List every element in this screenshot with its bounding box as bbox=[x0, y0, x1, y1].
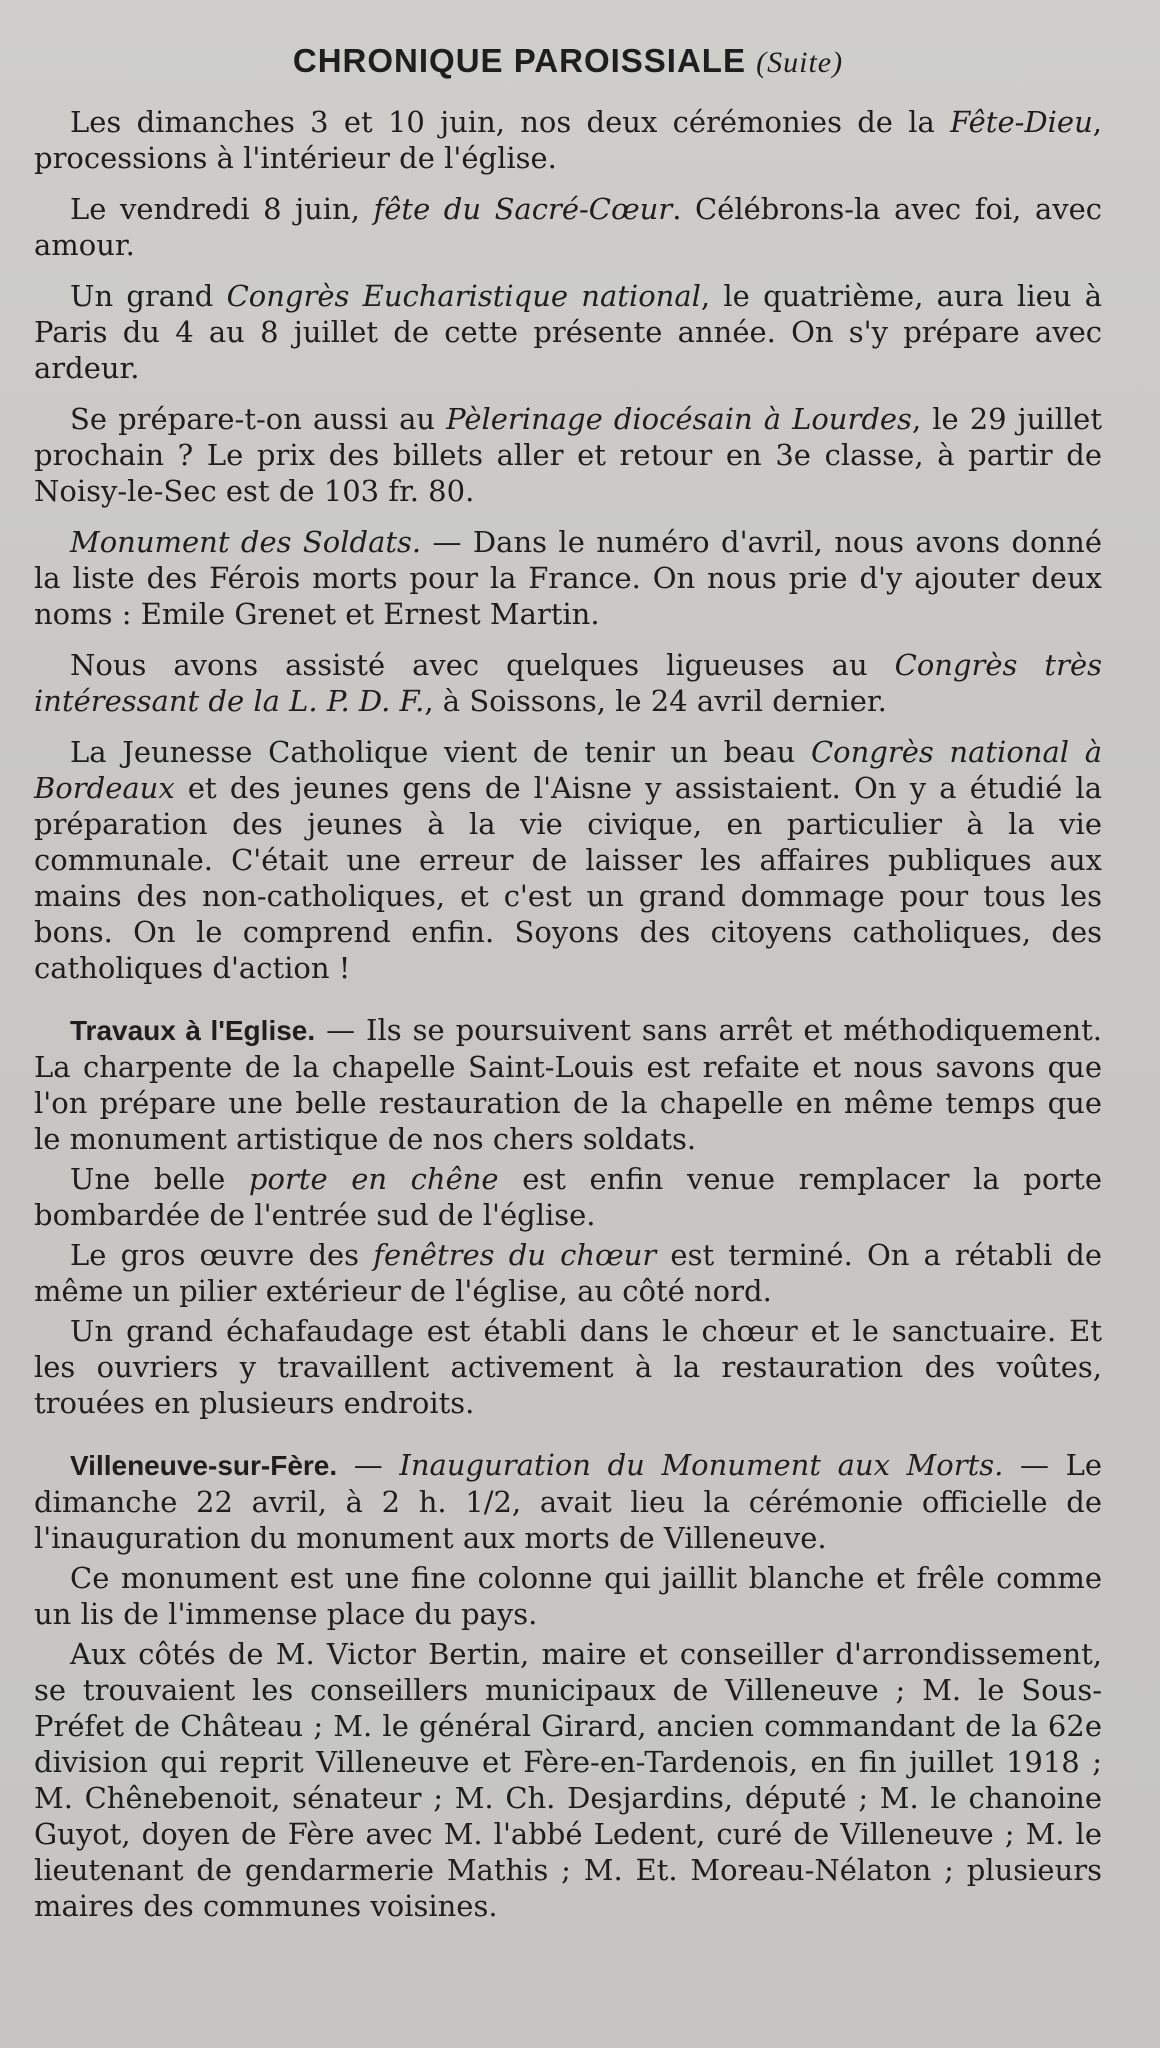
title-suite: (Suite) bbox=[756, 46, 844, 79]
page-title bbox=[34, 42, 1102, 80]
paragraph-porte-chene: Une belle porte en chêne est enfin venue remplacer la porte bombardée de l'entrée sud de l'église. bbox=[34, 1162, 1102, 1232]
section-heading-travaux: Travaux à l'Eglise. bbox=[70, 1015, 316, 1046]
paragraph-villeneuve: Villeneuve-sur-Fère. — Inauguration du Monument aux Morts. — Le dimanche 22 avril, à 2 h. 1/2, avait lieu la cérémonie officielle de l'inauguration du monument aux morts de Villeneuve. bbox=[34, 1448, 1103, 1555]
paragraph-pelerinage: Se prépare-t-on aussi au Pèlerinage diocésain à Lourdes, le 29 juillet prochain ? Le prix des billets aller et retour en 3e classe, à partir de Noisy-le-Sec est de 103 fr. 80. bbox=[34, 402, 1102, 508]
paragraph-jeunesse-catholique: La Jeunesse Catholique vient de tenir un beau Congrès national à Bordeaux et des jeunes gens de l'Aisne y assistaient. On y a étudié la préparation des jeunes à la vie civique, en particulier à la vie communale. C'était une erreur de laisser les affaires publiques aux mains des non-catholiques, et c'est un grand dommage pour tous les bons. On le comprend enfin. Soyons des citoyens catholiques, des catholiques d'action ! bbox=[34, 735, 1102, 985]
paragraph-congres-eucharistique: Un grand Congrès Eucharistique national, le quatrième, aura lieu à Paris du 4 au 8 juillet de cette présente année. On s'y prépare avec ardeur. bbox=[34, 279, 1102, 385]
paragraph-personnalites: Aux côtés de M. Victor Bertin, maire et conseiller d'arrondissement, se trouvaient les conseillers municipaux de Villeneuve ; M. le Sous-Préfet de Château ; M. le général Girard, ancien commandant de la 62e division qui reprit Villeneuve et Fère-en-Tardenois, en fin juillet 1918 ; M. Chênebenoit, sénateur ; M. Ch. Desjardins, député ; M. le chanoine Guyot, doyen de Fère avec M. l'abbé Ledent, curé de Villeneuve ; M. le lieutenant de gendarmerie Mathis ; M. Et. Moreau-Nélaton ; plusieurs maires des communes voisines. bbox=[34, 1637, 1102, 1923]
paragraph-fete-dieu: Les dimanches 3 et 10 juin, nos deux cérémonies de la Fête-Dieu, processions à l'intérieur de l'église. bbox=[34, 105, 1102, 175]
paragraph-congres-lpdf: Nous avons assisté avec quelques ligueuses au Congrès très intéressant de la L. P. D. F., à Soissons, le 24 avril dernier. bbox=[34, 648, 1102, 718]
paragraph-colonne: Ce monument est une fine colonne qui jaillit blanche et frêle comme un lis de l'immense place du pays. bbox=[34, 1561, 1102, 1631]
section-heading-villeneuve: Villeneuve-sur-Fère. bbox=[70, 1450, 338, 1481]
paragraph-travaux-eglise: Travaux à l'Eglise. — Ils se poursuivent sans arrêt et méthodiquement. La charpente de la chapelle Saint-Louis est refaite et nous savons que l'on prépare une belle restauration de la chapelle en même temps que le monument artistique de nos chers soldats. bbox=[34, 1013, 1102, 1156]
paragraph-fenetres-choeur: Le gros œuvre des fenêtres du chœur est terminé. On a rétabli de même un pilier extérieur de l'église, au côté nord. bbox=[34, 1238, 1103, 1308]
paragraph-monument-soldats: Monument des Soldats. — Dans le numéro d'avril, nous avons donné la liste des Férois morts pour la France. On nous prie d'y ajouter deux noms : Emile Grenet et Ernest Martin. bbox=[34, 525, 1102, 631]
paragraph-echafaudage: Un grand échafaudage est établi dans le chœur et le sanctuaire. Et les ouvriers y travaillent activement à la restauration des voûtes, trouées en plusieurs endroits. bbox=[34, 1314, 1102, 1420]
paragraph-sacre-coeur: Le vendredi 8 juin, fête du Sacré-Cœur. Célébrons-la avec foi, avec amour. bbox=[34, 192, 1103, 262]
title-main: CHRONIQUE PAROISSIALE bbox=[292, 42, 746, 79]
